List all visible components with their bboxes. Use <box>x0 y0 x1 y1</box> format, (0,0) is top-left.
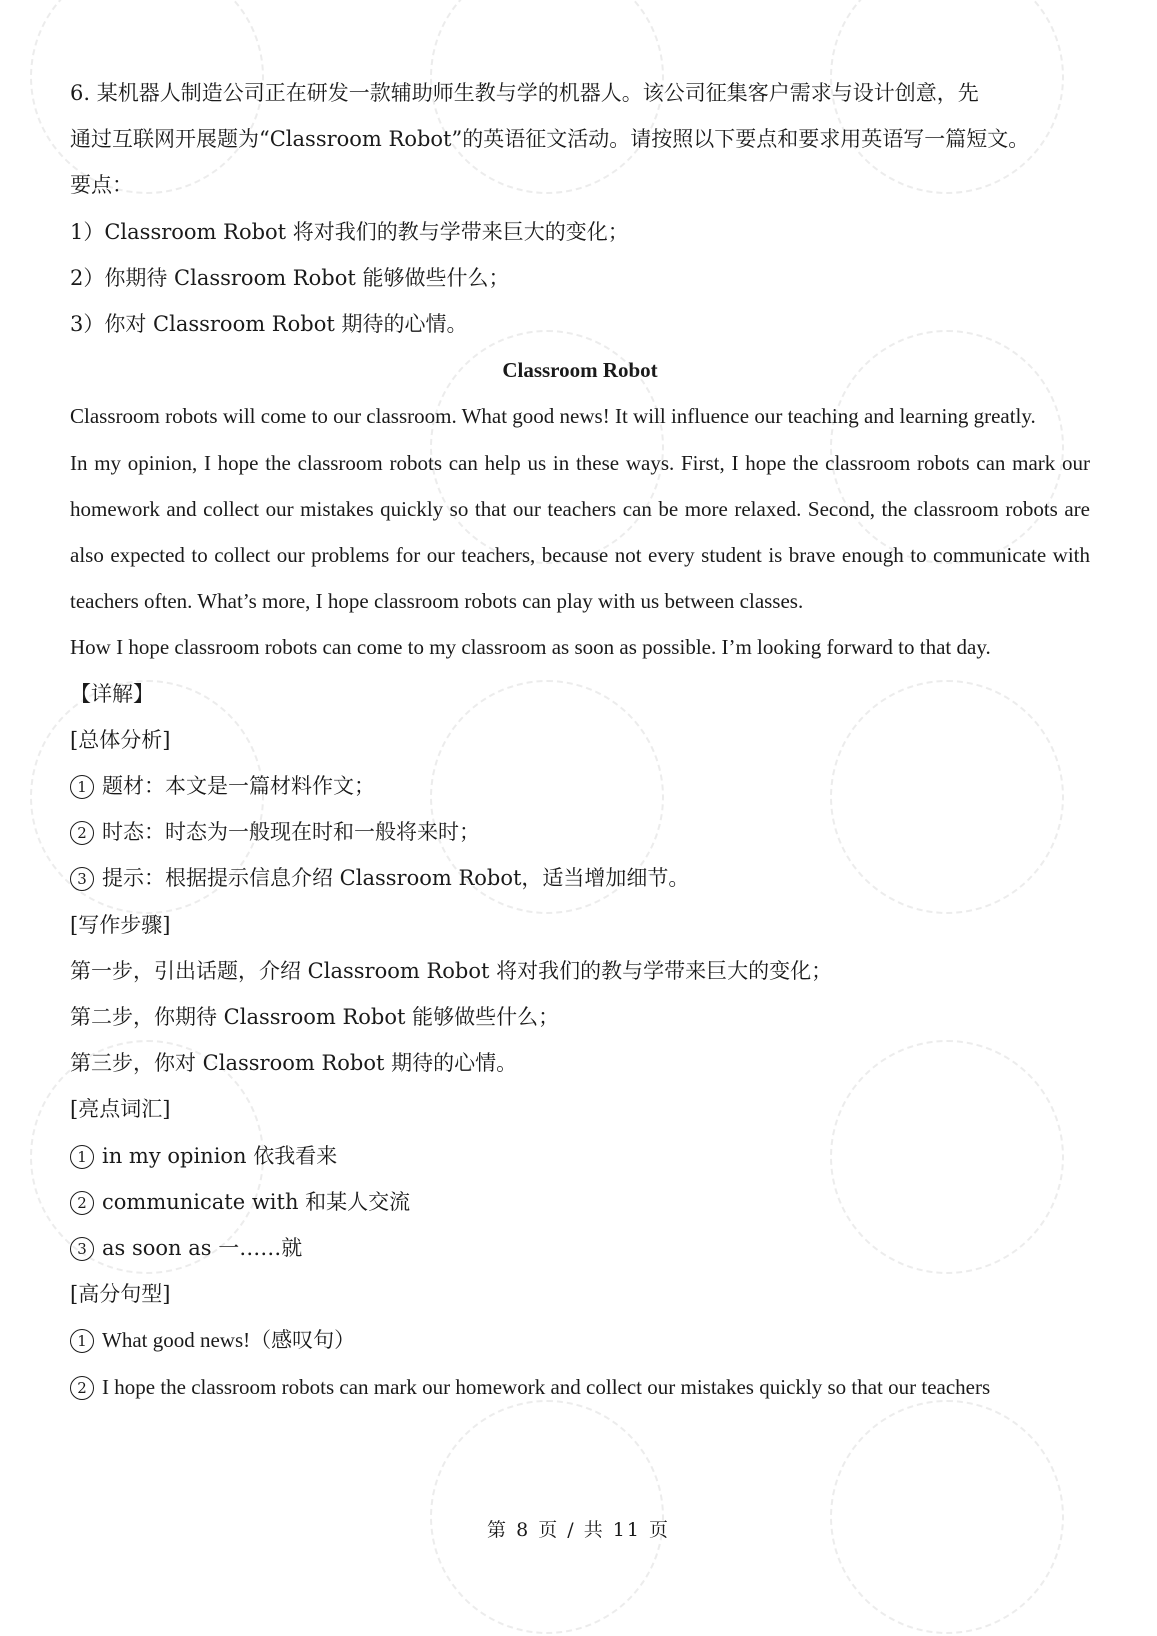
overall-item: 1 题材：本文是一篇材料作文； <box>70 763 1090 809</box>
overall-analysis-heading: [总体分析] <box>70 727 171 752</box>
circled-number: 2 <box>70 1191 94 1215</box>
sentence-item: 1 What good news!（感叹句） <box>70 1317 1090 1363</box>
vocab-heading: [亮点词汇] <box>70 1097 171 1122</box>
question-number: 6. <box>70 81 91 105</box>
point-item: 3）你对 Classroom Robot 期待的心情。 <box>70 312 468 337</box>
question-prompt-line1: 6. 某机器人制造公司正在研发一款辅助师生教与学的机器人。该公司征集客户需求与设计创意，先 <box>70 81 979 105</box>
essay-paragraph: How I hope classroom robots can come to my classroom as soon as possible. I’m looking forward to that day. <box>70 635 991 660</box>
vocab-item: 3 as soon as 一……就 <box>70 1225 1090 1271</box>
vocab-item: 2 communicate with 和某人交流 <box>70 1179 1090 1225</box>
overall-item: 3 提示：根据提示信息介绍 Classroom Robot，适当增加细节。 <box>70 855 1090 901</box>
essay-paragraph: In my opinion, I hope the classroom robots can help us in these ways. First, I hope the classroom robots can mark our homework and collect our mistakes quickly so that our teachers can be more relaxed. Second, the classroom robots are also expected to collect our problems for our teachers, because not every student is brave enough to communicate with teachers often. What’s more, I hope classroom robots can play with us between classes. <box>70 450 1090 614</box>
analysis-heading: 【详解】 <box>70 681 154 706</box>
writing-step: 第三步，你对 Classroom Robot 期待的心情。 <box>70 1051 518 1076</box>
vocab-item: 1 in my opinion 依我看来 <box>70 1133 1090 1179</box>
circled-number: 2 <box>70 1376 94 1400</box>
points-label: 要点： <box>70 173 133 198</box>
page-footer: 第 8 页 / 共 11 页 <box>487 1519 670 1541</box>
sentence-pattern-heading: [高分句型] <box>70 1282 171 1307</box>
writing-steps-heading: [写作步骤] <box>70 912 171 937</box>
point-item: 1）Classroom Robot 将对我们的教与学带来巨大的变化； <box>70 219 629 244</box>
circled-number: 3 <box>70 1237 94 1261</box>
circled-number: 1 <box>70 1145 94 1169</box>
circled-number: 1 <box>70 1329 94 1353</box>
sentence-item: 2 I hope the classroom robots can mark our homework and collect our mistakes quickly so that our teachers <box>70 1364 1090 1410</box>
overall-item: 2 时态：时态为一般现在时和一般将来时； <box>70 809 1090 855</box>
point-item: 2）你期待 Classroom Robot 能够做些什么； <box>70 265 510 290</box>
essay-paragraph: Classroom robots will come to our classroom. What good news! It will influence our teaching and learning greatly. <box>70 404 1036 429</box>
page-content <box>70 70 1090 1410</box>
question-prompt-line2: 通过互联网开展题为“Classroom Robot”的英语征文活动。请按照以下要点和要求用英语写一篇短文。 <box>70 127 1030 152</box>
writing-step: 第一步，引出话题，介绍 Classroom Robot 将对我们的教与学带来巨大的变化； <box>70 958 833 983</box>
circled-number: 3 <box>70 867 94 891</box>
circled-number: 1 <box>70 775 94 799</box>
essay-title: Classroom Robot <box>502 358 658 383</box>
circled-number: 2 <box>70 821 94 845</box>
writing-step: 第二步，你期待 Classroom Robot 能够做些什么； <box>70 1005 560 1030</box>
